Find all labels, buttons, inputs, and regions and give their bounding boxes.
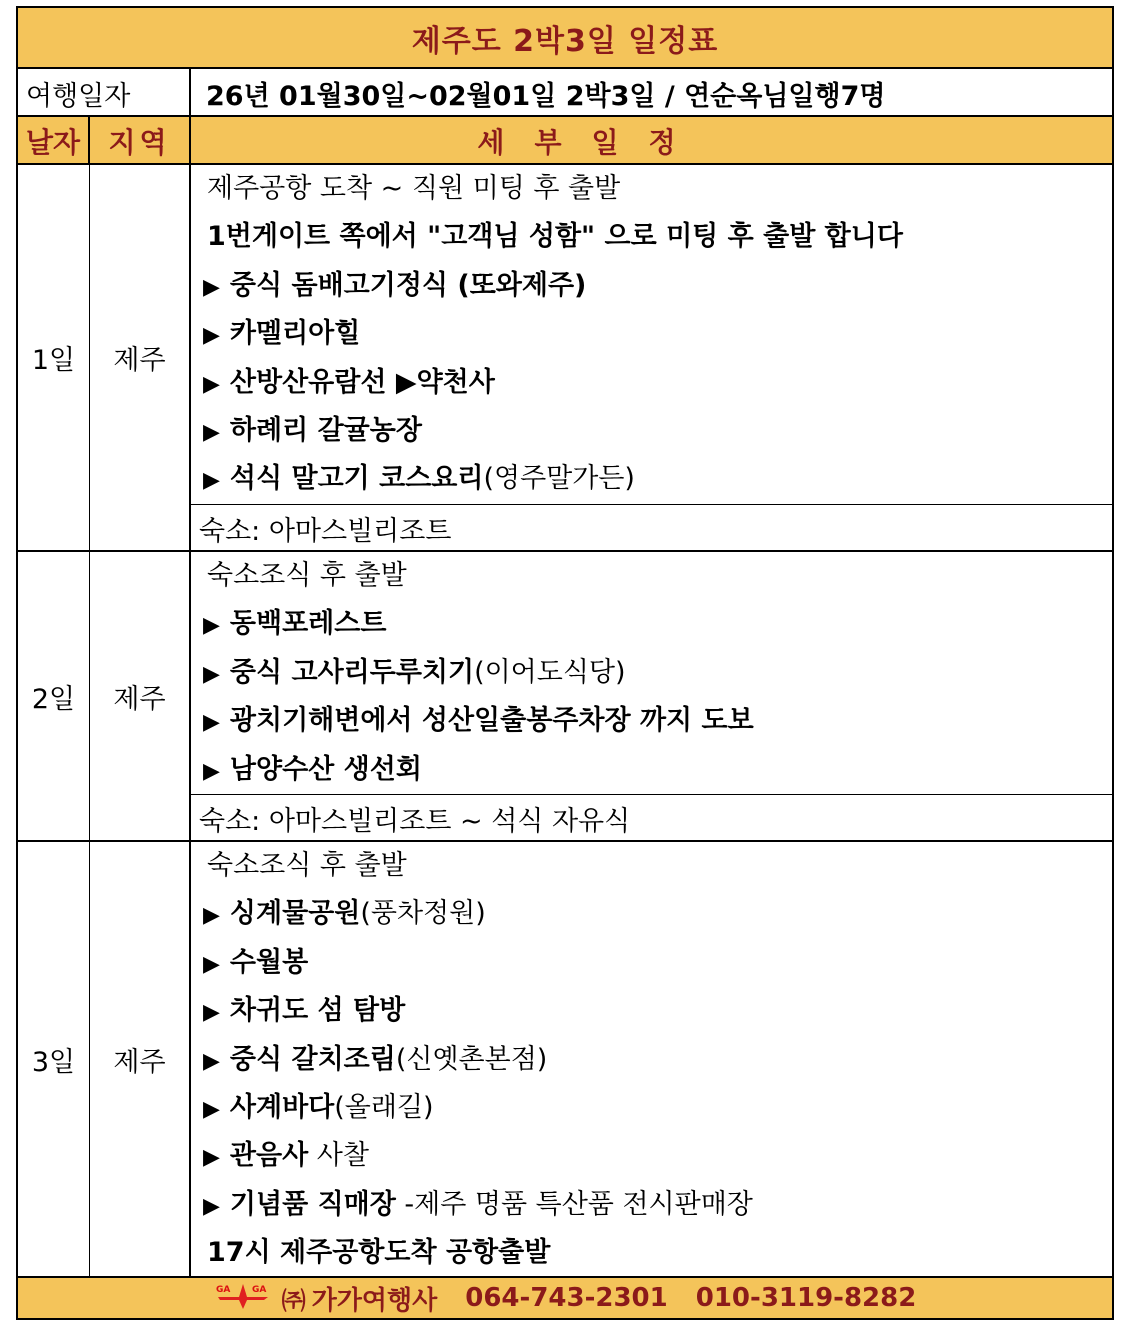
schedule-item: [203, 1036, 547, 1084]
company-name: 가가여행사: [311, 1285, 438, 1316]
schedule-item: [203, 697, 754, 745]
schedule-item-main: 산방산유람선 ▶약천사: [229, 367, 495, 398]
triangle-bullet-icon: ▶: [203, 613, 220, 638]
schedule-item-note: (이어도식당): [474, 657, 626, 688]
header-date: 날자: [18, 117, 90, 165]
day-details: [191, 165, 1112, 550]
schedule-item-note: -제주 명품 특산품 전시판매장: [395, 1189, 753, 1220]
schedule-item-main: 수월봉: [229, 947, 309, 978]
schedule-item-main: 중식 고사리두루치기: [229, 657, 475, 688]
triangle-bullet-icon: ▶: [203, 275, 220, 300]
lodging-row: 숙소: 아마스빌리조트 ~ 석식 자유식: [191, 794, 1112, 842]
trip-date-row: [18, 69, 1112, 117]
day-number: 3일: [18, 842, 90, 1276]
schedule-item-main: 카멜리아힐: [229, 318, 361, 349]
trip-date-label: 여행일자: [18, 69, 191, 117]
day-region: 제주: [90, 165, 191, 550]
schedule-item-main: 17시 제주공항도착 공항출발: [207, 1237, 551, 1268]
schedule-item: [203, 746, 422, 794]
schedule-item: [203, 939, 308, 987]
schedule-item: [203, 359, 495, 407]
schedule-item-note: 사찰: [308, 1140, 369, 1171]
triangle-bullet-icon: ▶: [203, 759, 220, 784]
schedule-item: [203, 310, 360, 358]
schedule-item-note: 숙소조식 후 출발: [207, 560, 407, 591]
schedule-item-main: 하례리 갈귤농장: [229, 415, 422, 446]
schedule-item: [203, 987, 405, 1035]
triangle-bullet-icon: ▶: [203, 1145, 220, 1170]
schedule-item: [203, 262, 586, 310]
triangle-bullet-icon: ▶: [203, 1097, 220, 1122]
phone-1: 064-743-2301: [465, 1283, 668, 1313]
schedule-item: [207, 842, 407, 890]
schedule-item-main: 사계바다: [229, 1092, 335, 1123]
schedule-item-main: 남양수산 생선회: [229, 754, 422, 785]
schedule-item-main: 관음사: [229, 1140, 309, 1171]
day-details: [191, 842, 1112, 1276]
schedule-item-main: 기념품 직매장: [229, 1189, 396, 1220]
triangle-bullet-icon: ▶: [203, 372, 220, 397]
schedule-item: [203, 1084, 434, 1132]
header-detail: 세부일정: [477, 126, 706, 159]
schedule-item-main: 석식 말고기 코스요리: [229, 463, 484, 494]
triangle-bullet-icon: ▶: [203, 1049, 220, 1074]
schedule-item-note: (신옛촌본점): [395, 1044, 548, 1075]
itinerary-sheet: [16, 6, 1114, 1320]
schedule-item: [203, 600, 386, 648]
triangle-bullet-icon: ▶: [203, 662, 220, 687]
corp-mark: ㈜: [281, 1286, 306, 1315]
schedule-item-main: 중식 갈치조림: [229, 1044, 396, 1075]
schedule-item-note: (풍차정원): [360, 898, 486, 929]
schedule-item-main: 싱계물공원: [229, 898, 361, 929]
schedule-item: [207, 165, 620, 213]
triangle-bullet-icon: ▶: [203, 952, 220, 977]
triangle-bullet-icon: ▶: [203, 323, 220, 348]
triangle-bullet-icon: ▶: [203, 710, 220, 735]
airplane-logo-icon: [214, 1280, 272, 1317]
schedule-item-note: (영주말가든): [483, 463, 635, 494]
phone-2: 010-3119-8282: [695, 1283, 917, 1313]
schedule-item-main: 동백포레스트: [229, 608, 387, 639]
schedule-item: [203, 455, 635, 503]
page-title: 제주도 2박3일 일정표: [18, 8, 1112, 69]
day-block: [18, 552, 1112, 842]
triangle-bullet-icon: ▶: [203, 1000, 220, 1025]
schedule-item-main: 차귀도 섬 탐방: [229, 995, 406, 1026]
triangle-bullet-icon: ▶: [203, 1194, 220, 1219]
day-number: 2일: [18, 552, 90, 840]
triangle-bullet-icon: ▶: [203, 903, 220, 928]
day-number: 1일: [18, 165, 90, 550]
schedule-item-note: (올래길): [334, 1092, 434, 1123]
schedule-item-main: 중식 돔배고기정식 (또와제주): [229, 270, 587, 301]
day-block: [18, 165, 1112, 552]
schedule-item: [203, 1181, 753, 1229]
svg-text:GA: GA: [215, 1284, 231, 1295]
schedule-item: [203, 1132, 369, 1180]
schedule-item: [207, 1229, 550, 1277]
triangle-bullet-icon: ▶: [203, 468, 220, 493]
schedule-item: [207, 213, 903, 261]
lodging-row: 숙소: 아마스빌리조트: [191, 504, 1112, 552]
schedule-item-note: 숙소조식 후 출발: [207, 850, 407, 881]
trip-date-value: 26년 01월30일~02월01일 2박3일 / 연순옥님일행7명: [206, 80, 886, 112]
header-region: 지역: [90, 117, 191, 165]
schedule-item: [203, 407, 422, 455]
schedule-item: [203, 649, 626, 697]
day-details: [191, 552, 1112, 840]
triangle-bullet-icon: ▶: [203, 420, 220, 445]
schedule-item-note: 제주공항 도착 ~ 직원 미팅 후 출발: [207, 173, 621, 204]
schedule-item-main: 1번게이트 쪽에서 "고객님 성함" 으로 미팅 후 출발 합니다: [207, 221, 903, 252]
day-region: 제주: [90, 842, 191, 1276]
svg-text:GA: GA: [251, 1284, 267, 1295]
day-block: [18, 842, 1112, 1278]
footer: [18, 1276, 1112, 1318]
schedule-item-main: 광치기해변에서 성산일출봉주차장 까지 도보: [229, 705, 754, 736]
schedule-item: [207, 552, 407, 600]
schedule-item: [203, 890, 486, 938]
day-region: 제주: [90, 552, 191, 840]
table-header: [18, 117, 1112, 165]
